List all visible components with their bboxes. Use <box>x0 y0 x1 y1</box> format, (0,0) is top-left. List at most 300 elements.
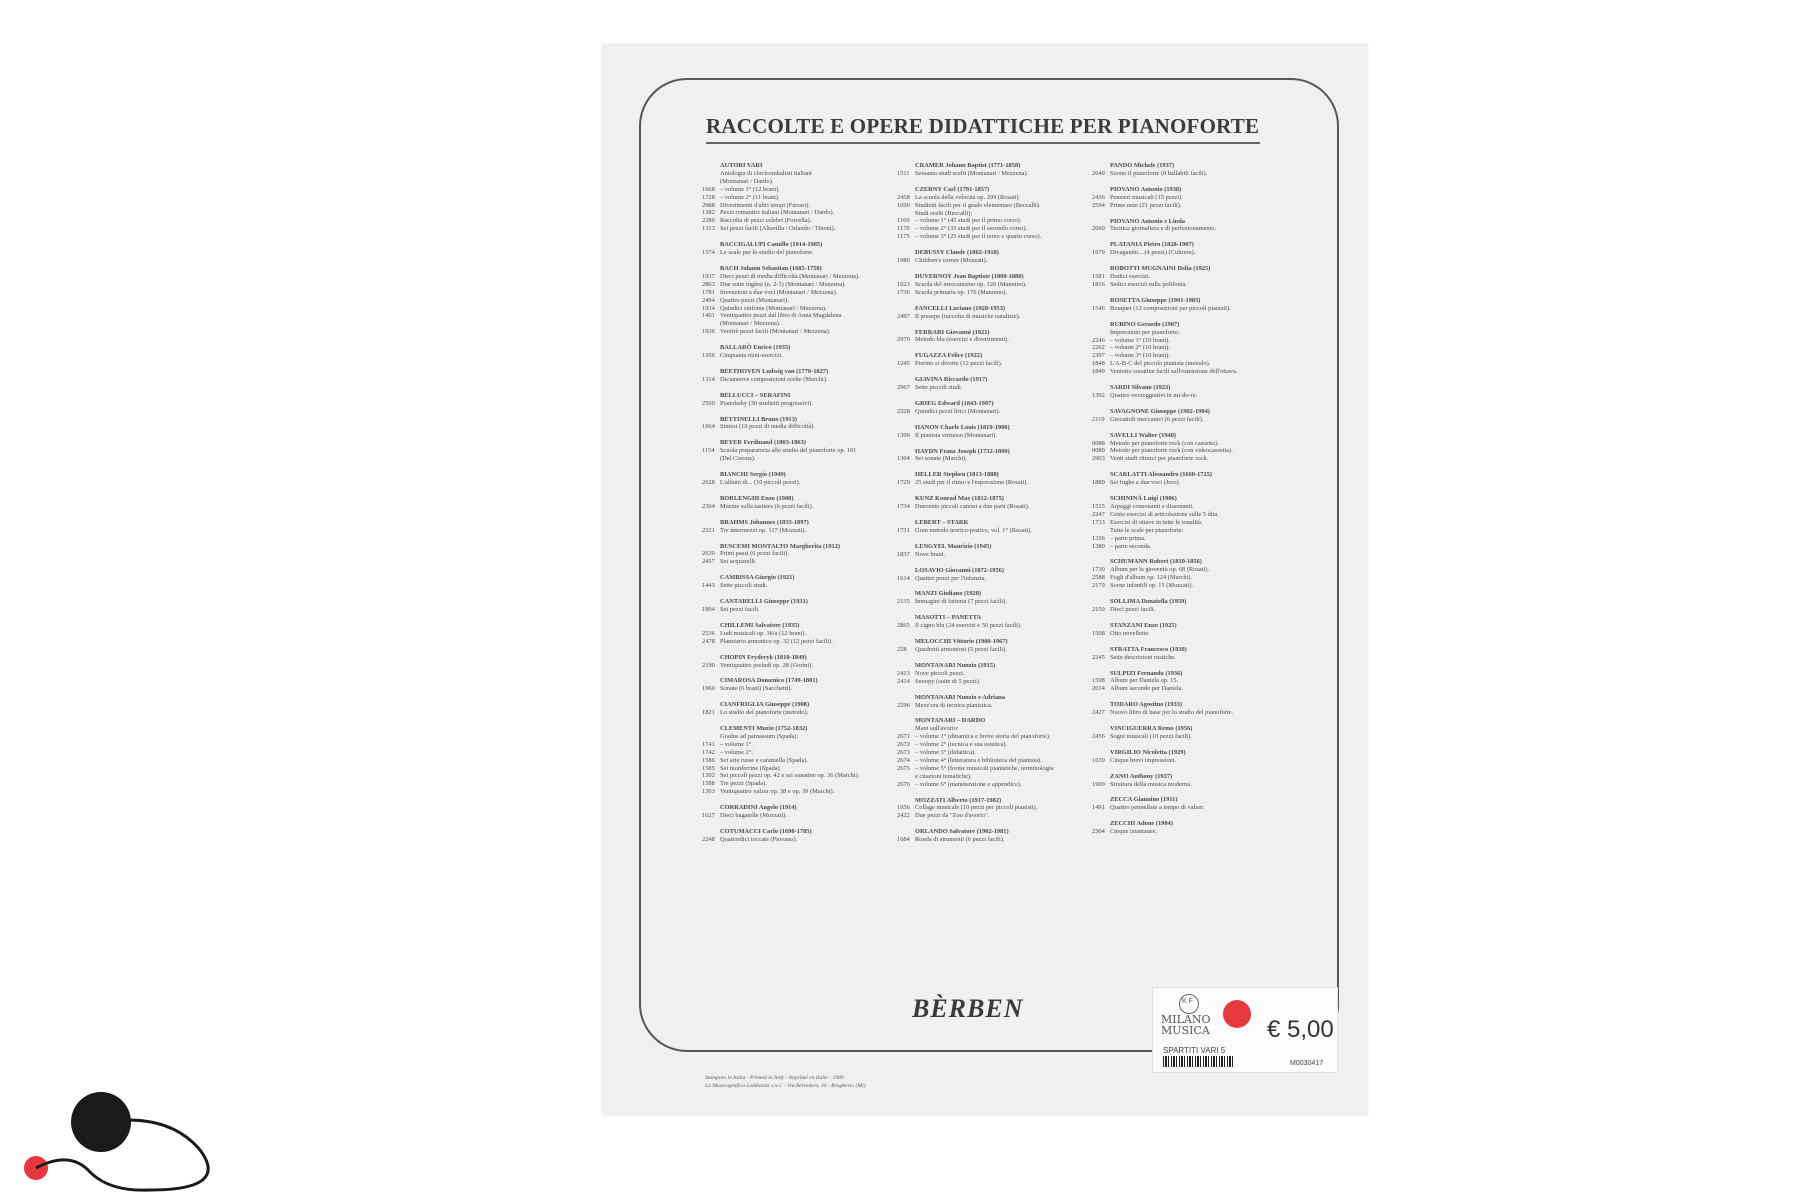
catalog-line <box>897 741 1097 749</box>
shop-logo-icon <box>0 1080 240 1200</box>
catalog-number: 2262 <box>1092 344 1105 352</box>
catalog-line <box>702 423 902 431</box>
work-title: Sedici esercizi sulla polifonia. <box>1110 280 1188 288</box>
catalog-entry <box>702 622 902 646</box>
composer-name: SAVELLI Walter (1948) <box>1110 431 1177 439</box>
catalog-entry <box>702 677 902 693</box>
catalog-line <box>702 185 902 194</box>
imprint-line-1: Stampato in Italia - Printed in Italy - Imprimé en Italie - 1989 <box>705 1075 844 1081</box>
catalog-line <box>1092 503 1292 511</box>
catalog-line <box>897 645 1097 654</box>
composer-name: CIANFRIGLIA Giuseppe (1908) <box>720 701 810 709</box>
catalog-number: 1585 <box>702 764 715 772</box>
catalog-number: 2135 <box>897 598 910 606</box>
work-title: Scuola primaria op. 176 (Mannino). <box>915 288 1007 296</box>
work-title: Dodici esercizi. <box>1110 273 1151 281</box>
work-title: Sei pezzi facili (Altavilla / Orlando / Tinoni). <box>720 225 836 233</box>
catalog-line <box>702 209 902 217</box>
catalog-number: 1900 <box>1092 780 1105 788</box>
work-title: Duecento piccoli canoni a due parti (Rosati). <box>915 503 1030 511</box>
catalog-entry <box>897 662 1097 686</box>
catalog-line <box>702 629 902 638</box>
work-title: – volume 5° (forme musicali pianistiche, terminologia <box>915 764 1054 772</box>
catalog-number: 1461 <box>702 312 715 320</box>
catalog-entry <box>1092 432 1292 464</box>
catalog-line <box>702 812 902 820</box>
catalog-entry <box>702 265 902 336</box>
catalog-number: 2676 <box>897 780 910 788</box>
composer-name: PANDO Michele (1937) <box>1110 162 1175 169</box>
work-title: Cento esercizi di articolazione sulle 5 dita. <box>1110 510 1219 518</box>
catalog-number: 1546 <box>1092 304 1105 312</box>
work-title: Antologia di clavicembalisti italiani <box>720 169 812 177</box>
work-title: Venitrè pezzi facili (Montanari / Mezzena). <box>720 328 831 336</box>
catalog-entry <box>702 344 902 360</box>
work-title: – volume 1° (10 brani). <box>1110 336 1170 344</box>
composer-name: CZERNY Carl (1791-1857) <box>915 185 990 193</box>
catalog-entry <box>897 162 1097 178</box>
work-title: Sei sonate (Marchi). <box>915 455 967 463</box>
work-title: Quattro pennellate a tempo di valzer. <box>1110 804 1205 812</box>
work-title: Sei acquarelli. <box>720 558 757 566</box>
catalog-column-3 <box>1092 162 1292 844</box>
work-title: Immagini di fattoria (7 pezzi facili). <box>915 598 1007 606</box>
composer-name: STRATTA Francesco (1930) <box>1110 645 1187 653</box>
composer-name: BEYER Ferdinand (1803-1863) <box>720 439 806 447</box>
catalog-number: 1668 <box>702 185 715 193</box>
catalog-line <box>897 836 1097 844</box>
catalog-number: 1837 <box>897 550 910 558</box>
catalog-line <box>897 360 1097 368</box>
catalog-number: 1623 <box>897 280 910 288</box>
work-title: Quadretti armoniosi (5 pezzi facili). <box>915 645 1007 653</box>
composer-name: MOZZATI Alberto (1917-1982) <box>915 796 1002 804</box>
work-title: Venti studi ritmici per pianoforte rock. <box>1110 455 1209 463</box>
catalog-line <box>702 756 902 765</box>
composer-name: HELLER Stephen (1813-1888) <box>915 471 999 479</box>
work-title: – volume 1° (12 brani). <box>720 185 780 193</box>
work-title: Il pianista virtuoso (Montanari). <box>915 431 997 439</box>
work-title: Collage musicale (10 pezzi per piccoli pianisti). <box>915 804 1038 812</box>
catalog-number: 1821 <box>702 709 715 717</box>
catalog-number: 2427 <box>1092 709 1105 717</box>
catalog-number: 1730 <box>1092 566 1105 574</box>
composer-name: VIRGILIO Nicoletta (1929) <box>1110 748 1186 756</box>
catalog-number: 1934 <box>702 304 715 312</box>
catalog-line <box>702 304 902 313</box>
catalog-entry <box>1092 495 1292 550</box>
catalog-line <box>702 288 902 297</box>
catalog-line <box>897 764 1097 773</box>
catalog-line <box>1092 574 1292 582</box>
work-title: – volume 2°. <box>720 748 753 756</box>
catalog-number: 2304 <box>1092 828 1105 836</box>
catalog-line <box>897 701 1097 710</box>
catalog-line <box>897 407 1097 416</box>
work-title: Impressioni per pianoforte: <box>1110 328 1180 336</box>
work-title: Mezz'ora di tecnica pianistica. <box>915 701 993 709</box>
composer-name: ORLANDO Salvatore (1902-1981) <box>915 828 1009 836</box>
catalog-line <box>1092 756 1292 765</box>
catalog-number: 1731 <box>897 526 910 534</box>
work-title: – volume 2° (11 brani). <box>720 193 780 201</box>
catalog-number: 2675 <box>897 764 910 772</box>
catalog-line <box>1092 360 1292 368</box>
catalog-entry <box>702 725 902 796</box>
composer-name: ROBOTTI MUGNAINI Delia (1925) <box>1110 265 1211 273</box>
catalog-number: 2014 <box>1092 685 1105 693</box>
catalog-number: 1937 <box>702 272 715 280</box>
catalog-entry <box>897 273 1097 297</box>
work-title: Ludi musicali op. 36/a (12 brani). <box>720 629 807 637</box>
work-title: Quattro pezzi per l'infanzia. <box>915 574 987 582</box>
catalog-entry <box>897 471 1097 487</box>
catalog-number: 2494 <box>702 296 715 304</box>
catalog-number: 1627 <box>702 812 715 820</box>
catalog-line <box>897 217 1097 225</box>
catalog-line <box>1092 828 1292 836</box>
work-title: Gradus ad parnassum (Spada): <box>720 732 799 740</box>
work-title: Nove brani. <box>915 550 946 558</box>
work-title: Diciannove composizioni scelte (Marchi). <box>720 375 828 383</box>
catalog-entry <box>897 797 1097 821</box>
work-title: Esercizi di ottave in tutte le tonalità. <box>1110 518 1203 526</box>
catalog-number: 1581 <box>1092 273 1105 281</box>
catalog-line <box>702 312 902 320</box>
catalog-number: 2630 <box>702 550 715 558</box>
work-title: Due pezzi da "Zoo d'avorio". <box>915 812 990 820</box>
work-title: Fogli d'album op. 124 (Marchi). <box>1110 574 1193 582</box>
catalog-entry <box>702 162 902 233</box>
catalog-line <box>1110 329 1292 337</box>
catalog-number: 2364 <box>702 502 715 510</box>
composer-name: PIOVANO Antonio e Linda <box>1110 217 1185 225</box>
work-title: Ventiquattro valzer op. 38 e op. 39 (Marchi). <box>720 788 835 796</box>
composer-name: ROSETTA Giuseppe (1901-1985) <box>1110 296 1201 304</box>
catalog-number: 1960 <box>702 685 715 693</box>
work-title: Tecnica giornaliera e di perfezionamento. <box>1110 225 1217 233</box>
page-title: RACCOLTE E OPERE DIDATTICHE PER PIANOFORTE <box>706 114 1260 138</box>
composer-name: GIAVINA Riccardo (1917) <box>915 376 988 384</box>
catalog-number: 1304 <box>897 455 910 463</box>
composer-name: PIOVANO Antonio (1938) <box>1110 185 1182 193</box>
catalog-line <box>897 288 1097 297</box>
work-title: Quattordici toccate (Piovano). <box>720 835 798 843</box>
work-title: Pierino si diverte (12 pezzi facili). <box>915 360 1003 368</box>
composer-name: RUBINO Gerardo (1907) <box>1110 320 1180 328</box>
catalog-number: 1511 <box>897 169 910 177</box>
catalog-entry <box>1092 701 1292 717</box>
work-title: Cinque istantanee. <box>1110 828 1158 836</box>
catalog-line <box>702 352 902 360</box>
catalog-line <box>702 280 902 289</box>
composer-name: HAYDN Franz Joseph (1732-1809) <box>915 447 1010 455</box>
composer-name: LEBERT – STARK <box>915 519 969 526</box>
catalog-number: 2588 <box>1092 574 1105 582</box>
catalog-entry <box>1092 725 1292 741</box>
catalog-entry <box>1092 218 1292 234</box>
catalog-number: 2397 <box>1092 352 1105 360</box>
work-title: Sessanta studi scelti (Montanari / Mezzena). <box>915 169 1029 177</box>
catalog-line <box>915 210 1097 218</box>
catalog-line <box>702 502 902 511</box>
work-title: – volume 3° (didattica). <box>915 749 976 757</box>
catalog-entry <box>1092 749 1292 765</box>
catalog-number: 2321 <box>702 526 715 534</box>
catalog-line <box>720 320 902 328</box>
work-title: Bouquet (12 composizioni per piccoli pianisti). <box>1110 304 1231 312</box>
catalog-line <box>1092 225 1292 233</box>
catalog-number: 1741 <box>702 740 715 748</box>
composer-name: BETTINELLI Bruno (1913) <box>720 415 798 423</box>
catalog-line <box>897 503 1097 511</box>
work-title: Sette piccoli studi. <box>720 582 768 590</box>
catalog-line <box>897 280 1097 289</box>
work-title: Sei fughe a due voci (Jero). <box>1110 479 1181 487</box>
work-title: – volume 1° (dinamica e breve storia del pianoforte). <box>915 733 1051 741</box>
work-title: Dieci bagatelle (Mozzati). <box>720 812 787 820</box>
catalog-line <box>1092 249 1292 257</box>
catalog-line <box>702 447 902 455</box>
catalog-line <box>702 788 902 796</box>
catalog-number: 1614 <box>897 574 910 582</box>
catalog-number: 2863 <box>702 280 715 288</box>
work-title: Scuola preparatoria allo studio del pianoforte op. 101 <box>720 447 857 455</box>
composer-name: SAVAGNONE Giuseppe (1902-1984) <box>1110 407 1210 415</box>
catalog-entry <box>897 717 1097 788</box>
work-title: Nove piccoli pezzi. <box>915 669 965 677</box>
catalog-number: 1729 <box>897 479 910 487</box>
catalog-number: 1586 <box>702 756 715 764</box>
catalog-entry <box>1092 670 1292 694</box>
work-title: Album per Daniela op. 15. <box>1110 677 1179 685</box>
catalog-line <box>1092 391 1292 400</box>
catalog-line <box>897 312 1097 321</box>
catalog-column-2 <box>897 162 1097 852</box>
composer-name: CANTARELLI Giuseppe (1931) <box>720 598 808 606</box>
catalog-line <box>702 193 902 202</box>
catalog-line <box>897 598 1097 606</box>
catalog-line <box>1092 566 1292 574</box>
catalog-line <box>702 661 902 670</box>
catalog-number: 2988 <box>702 201 715 209</box>
catalog-number: 1170 <box>897 225 910 233</box>
catalog-line <box>1092 582 1292 590</box>
catalog-line <box>897 257 1097 265</box>
catalog-entry <box>897 249 1097 265</box>
composer-name: MANZI Giuliano (1928) <box>915 590 982 598</box>
catalog-line <box>1092 169 1292 178</box>
work-title: Gran metodo teorico-pratico, vol. 1° (Rosati). <box>915 526 1032 534</box>
composer-name: SCHUMANN Robert (1810-1856) <box>1110 558 1202 566</box>
work-title: Children's corner (Mozzati). <box>915 257 988 265</box>
work-title: Sette descrizioni rustiche. <box>1110 653 1176 661</box>
catalog-number: 2649 <box>1092 169 1105 177</box>
catalog-entry <box>702 471 902 487</box>
work-title: Cinque brevi impressioni. <box>1110 756 1177 764</box>
catalog-line <box>897 225 1097 233</box>
catalog-line <box>897 812 1097 820</box>
catalog-line <box>1092 653 1292 662</box>
catalog-line <box>897 455 1097 463</box>
work-title: – volume 4° (letteratura e biblioteca del pianista). <box>915 756 1042 764</box>
composer-name: COTUMACCI Carlo (1698-1785) <box>720 828 812 835</box>
catalog-number: 2296 <box>897 701 910 709</box>
catalog-line <box>702 764 902 773</box>
catalog-line <box>897 336 1097 344</box>
imprint-line-2: La Musicografica Lombarda s.n.c. - Via Belvedere, 34 - Brugherio (Mi) <box>705 1083 866 1089</box>
work-title: e citazioni tematiche). <box>915 772 972 780</box>
catalog-line <box>897 756 1097 765</box>
catalog-line <box>1092 685 1292 693</box>
catalog-line <box>702 399 902 408</box>
catalog-entry <box>1092 622 1292 638</box>
catalog-number: 228 <box>897 645 907 653</box>
catalog-entry <box>702 392 902 408</box>
work-title: Album secondo per Daniela. <box>1110 685 1184 693</box>
catalog-line <box>702 780 902 788</box>
catalog-line <box>702 772 902 780</box>
catalog-line <box>897 201 1097 210</box>
catalog-line <box>702 328 902 336</box>
catalog-line <box>1092 193 1292 202</box>
catalog-line <box>1092 415 1292 424</box>
composer-name: ZECCA Giannino (1911) <box>1110 796 1178 804</box>
work-title: – volume 1°. <box>720 740 753 748</box>
composer-name: BACH Johann Sebastian (1685-1750) <box>720 264 822 272</box>
catalog-number: 1336 <box>1092 534 1105 542</box>
product-code: M0030417 <box>1290 1060 1324 1067</box>
catalog-line <box>1092 804 1292 812</box>
catalog-number: 1382 <box>702 209 715 217</box>
composer-name: MONTANARI Nunzio (1915) <box>915 661 996 669</box>
work-title: (Montanari / Dardo). <box>720 177 774 185</box>
catalog-entry <box>897 694 1097 710</box>
catalog-number: 1728 <box>702 193 715 201</box>
work-title: – volume 2° (35 studi per il secondo corso). <box>915 225 1028 233</box>
catalog-number: 2436 <box>1092 193 1105 201</box>
catalog-line <box>897 479 1097 487</box>
catalog-entry <box>897 305 1097 321</box>
composer-name: BORLENGHI Enzo (1908) <box>720 494 794 502</box>
shop-logo-mark-icon <box>1179 994 1199 1014</box>
catalog-line <box>702 637 902 646</box>
catalog-column-1 <box>702 162 902 852</box>
composer-name: TODARO Agostino (1933) <box>1110 701 1182 709</box>
catalog-number: 1742 <box>702 748 715 756</box>
catalog-number: 2458 <box>897 193 910 201</box>
work-title: Sei monferrine (Spada). <box>720 764 782 772</box>
catalog-line <box>702 558 902 566</box>
catalog-entry <box>1092 384 1292 400</box>
catalog-number: 1684 <box>897 836 910 844</box>
catalog-line <box>702 479 902 487</box>
catalog-line <box>897 233 1097 241</box>
catalog-line <box>702 582 902 590</box>
composer-name: BELLUCCI – SERAFINI <box>720 391 791 399</box>
catalog-number: 2247 <box>1092 510 1105 518</box>
catalog-entry <box>702 598 902 614</box>
work-title: Scene infantili op. 15 (Mozzati). <box>1110 582 1194 590</box>
shop-logo-text: MILANO MUSICA <box>1161 1013 1211 1037</box>
catalog-line <box>897 574 1097 583</box>
composer-name: MONTANARI Nunzio e Adriana <box>915 693 1005 701</box>
catalog-number: 2414 <box>897 677 910 685</box>
work-title: Studietti facili per il grado elementare (Beccalli). <box>915 201 1041 209</box>
catalog-entry <box>1092 265 1292 289</box>
catalog-entry <box>702 416 902 432</box>
catalog-number: 2674 <box>897 756 910 764</box>
work-title: Prime note (21 pezzi facili). <box>1110 201 1182 209</box>
work-title: Dieci pezzi di media difficoltà (Montanari / Mezzena). <box>720 272 860 280</box>
catalog-number: 2289 <box>702 217 715 225</box>
work-title: Ventiquattro pezzi dal libro di Anna Magdalena <box>720 312 842 320</box>
catalog-entry <box>1092 321 1292 376</box>
work-title: Scuola del meccanismo op. 120 (Mannino). <box>915 280 1027 288</box>
catalog-sheet <box>602 44 1368 1115</box>
catalog-line <box>1092 368 1292 376</box>
catalog-number: 2536 <box>702 629 715 637</box>
catalog-entry <box>897 614 1097 630</box>
catalog-line <box>1092 447 1292 455</box>
catalog-entry <box>1092 796 1292 812</box>
catalog-number: 0088 <box>1092 439 1105 447</box>
catalog-number: 1848 <box>1092 360 1105 368</box>
composer-name: BRAHMS Johannes (1833-1897) <box>720 518 809 526</box>
composer-name: AUTORI VARI <box>720 162 763 169</box>
work-title: Struttura della musica moderna. <box>1110 780 1192 788</box>
catalog-number: 2671 <box>897 733 910 741</box>
catalog-entry <box>702 241 902 257</box>
catalog-entry <box>1092 646 1292 662</box>
catalog-number: 2673 <box>897 749 910 757</box>
catalog-entry <box>1092 773 1292 789</box>
composer-name: STANZANI Enzo (1925) <box>1110 621 1177 629</box>
composer-name: KUNZ Konrad Max (1812-1875) <box>915 495 1004 503</box>
work-title: Pezzi romantici italiani (Montanari / Dardo). <box>720 209 835 217</box>
composer-name: SCARLATTI Alessandro (1660-1725) <box>1110 471 1213 479</box>
catalog-entry <box>702 368 902 384</box>
composer-name: SOLLIMA Donatella (1959) <box>1110 598 1187 606</box>
catalog-line <box>1092 336 1292 345</box>
composer-name: CHOPIN Fryderyk (1810-1849) <box>720 653 807 661</box>
work-title: Planetario armonico op. 32 (12 pezzi facili). <box>720 637 833 645</box>
price-label: € 5,00 <box>1267 1016 1334 1043</box>
catalog-number: 2190 <box>702 661 715 669</box>
work-title: Il presepe (raccolta di musiche natalizie). <box>915 312 1021 320</box>
composer-name: SARDI Silvano (1923) <box>1110 384 1171 392</box>
catalog-line <box>702 550 902 558</box>
catalog-line <box>720 170 902 178</box>
catalog-number: 1690 <box>897 201 910 209</box>
catalog-number: 2660 <box>1092 225 1105 233</box>
catalog-line <box>897 431 1097 440</box>
work-title: Sogni musicali (10 pezzi facili). <box>1110 732 1192 740</box>
catalog-line <box>702 748 902 757</box>
catalog-line <box>897 780 1097 789</box>
catalog-number: 1734 <box>897 503 910 511</box>
work-title: Snoopy (suite di 5 pezzi). <box>915 677 981 685</box>
work-title: Le scale per lo studio del pianoforte. <box>720 249 814 257</box>
catalog-line <box>720 733 902 741</box>
catalog-line <box>1092 352 1292 360</box>
catalog-line <box>1092 280 1292 289</box>
catalog-entry <box>897 543 1097 559</box>
catalog-number: 1889 <box>1092 479 1105 487</box>
work-title: Otto novellette. <box>1110 629 1150 637</box>
catalog-number: 1849 <box>1092 368 1105 376</box>
catalog-number: 2179 <box>1092 582 1105 590</box>
